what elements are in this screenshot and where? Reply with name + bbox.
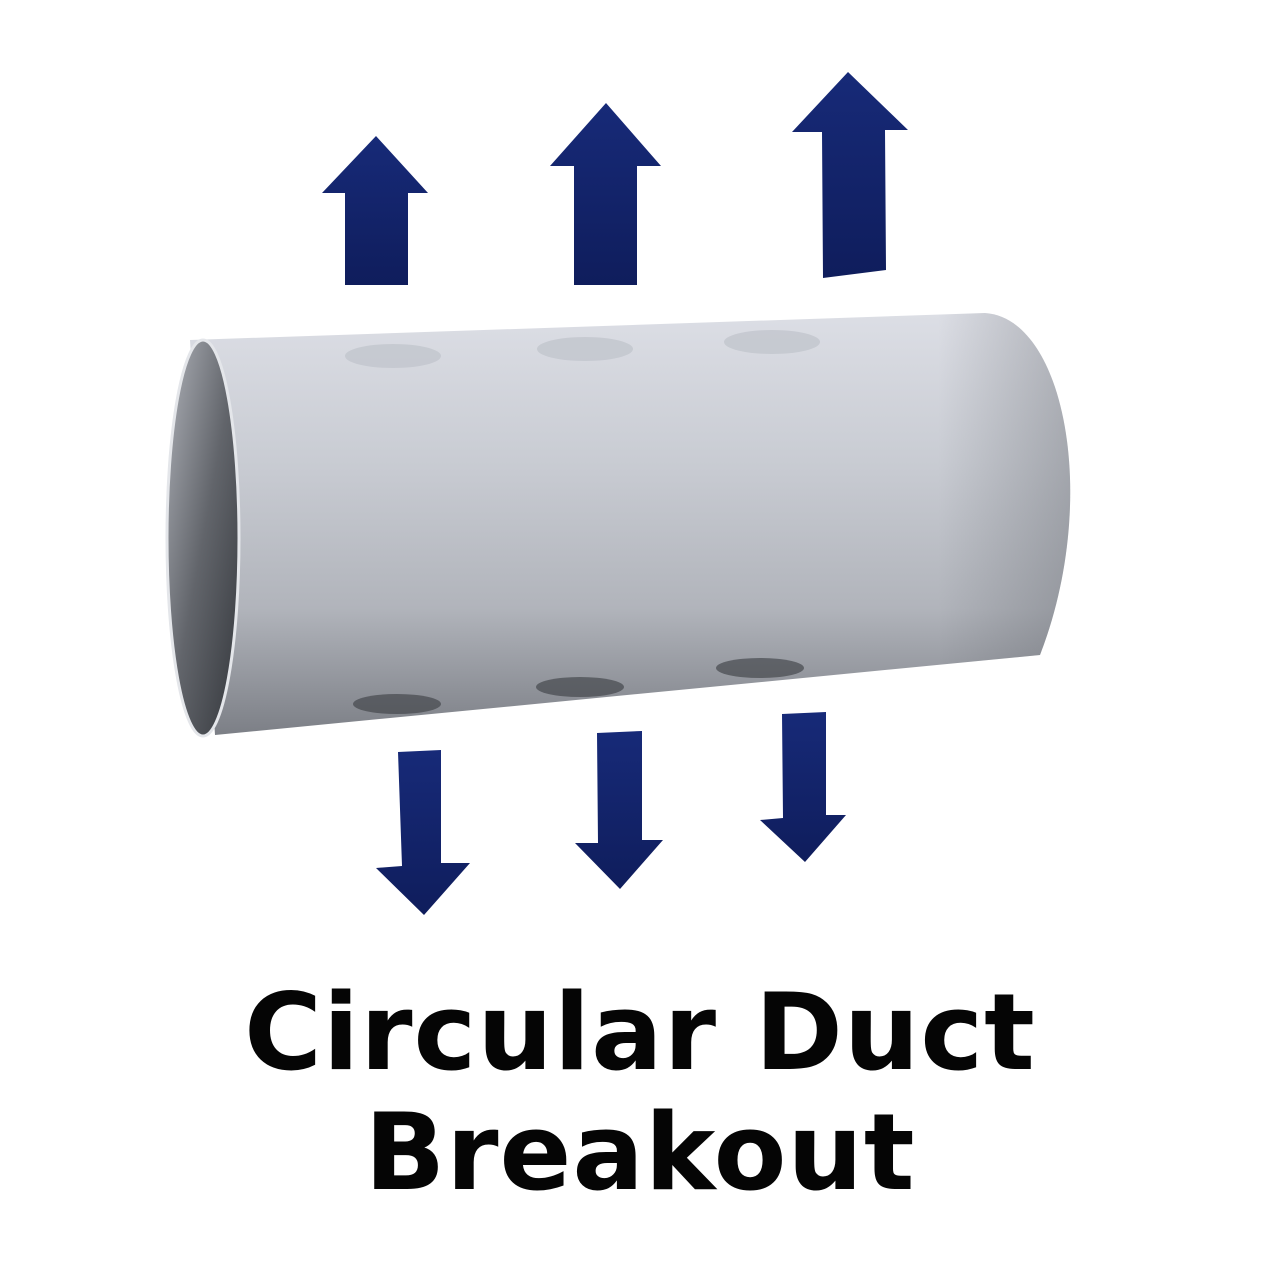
bottom-outlet-mark-3 <box>716 658 804 678</box>
down-arrow-3 <box>760 712 846 862</box>
up-arrow-3 <box>792 72 908 278</box>
upward-arrows <box>322 72 908 285</box>
top-outlet-mark-3 <box>724 330 820 354</box>
caption-title-line-2: Breakout <box>364 1091 916 1214</box>
down-arrow-2 <box>575 731 663 889</box>
duct-end-shading <box>190 313 1070 735</box>
circular-duct <box>167 313 1070 736</box>
bottom-outlet-mark-1 <box>353 694 441 714</box>
downward-arrows <box>376 712 846 915</box>
up-arrow-1 <box>322 136 428 285</box>
top-outlet-mark-2 <box>537 337 633 361</box>
top-outlet-mark-1 <box>345 344 441 368</box>
caption-title-line-1: Circular Duct <box>244 971 1036 1094</box>
bottom-outlet-mark-2 <box>536 677 624 697</box>
up-arrow-2 <box>550 103 661 285</box>
down-arrow-1 <box>376 750 470 915</box>
